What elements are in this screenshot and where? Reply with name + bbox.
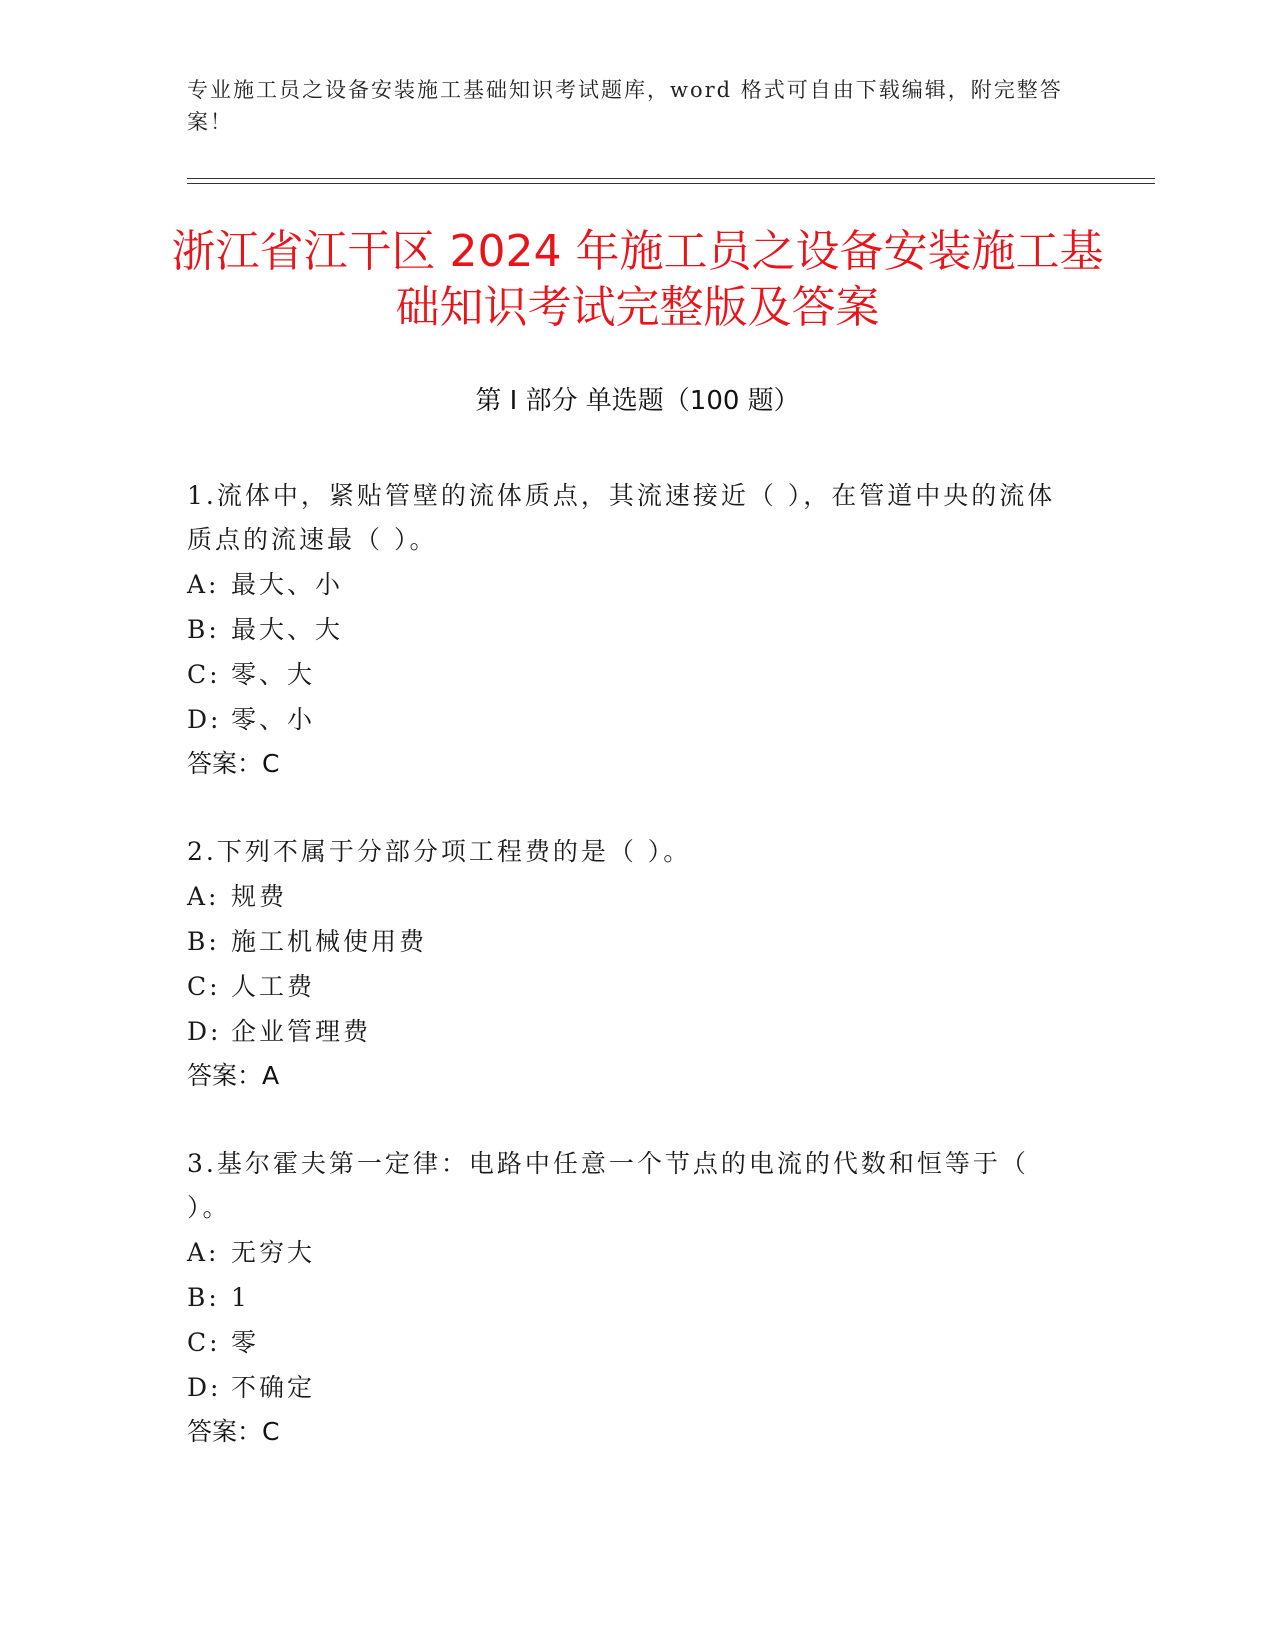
- option-b: [187, 607, 1067, 652]
- option-text: 不确定: [231, 1373, 316, 1402]
- option-key: A:: [187, 570, 220, 599]
- answer: 答案：A: [187, 1061, 280, 1090]
- option-text: 零、大: [231, 660, 316, 689]
- question-3: [187, 1142, 1067, 1454]
- question-1: [187, 474, 1067, 786]
- option-text: 最大、小: [231, 570, 344, 599]
- option-b: [187, 919, 1067, 964]
- answer: 答案：C: [187, 1417, 280, 1446]
- option-text: 企业管理费: [231, 1017, 372, 1046]
- option-text: 零、小: [231, 705, 316, 734]
- option-key: C:: [187, 972, 221, 1001]
- option-d: [187, 1009, 1067, 1054]
- document-title: 浙江省江干区 2024 年施工员之设备安装施工基础知识考试完整版及答案: [171, 226, 1104, 333]
- section-title: 第 I 部分 单选题（100 题）: [475, 386, 800, 416]
- option-c: [187, 1320, 1067, 1365]
- option-a: [187, 1230, 1067, 1275]
- option-key: D:: [187, 1017, 222, 1046]
- option-key: A:: [187, 1238, 220, 1267]
- option-key: A:: [187, 882, 220, 911]
- header-divider: [187, 178, 1155, 184]
- option-key: C:: [187, 1328, 221, 1357]
- question-stem: 2.下列不属于分部分项工程费的是（ ）。: [187, 837, 692, 866]
- header-note: 专业施工员之设备安装施工基础知识考试题库，word 格式可自由下载编辑，附完整答案！: [187, 78, 1063, 134]
- option-a: [187, 562, 1067, 607]
- option-text: 人工费: [231, 972, 316, 1001]
- option-text: 施工机械使用费: [231, 927, 428, 956]
- option-text: 最大、大: [231, 615, 344, 644]
- option-text: 无穷大: [231, 1238, 316, 1267]
- question-2: [187, 830, 1067, 1098]
- answer: 答案：C: [187, 749, 280, 778]
- option-text: 零: [231, 1328, 260, 1357]
- option-b: [187, 1275, 1067, 1320]
- question-stem: 3.基尔霍夫第一定律：电路中任意一个节点的电流的代数和恒等于（ ）。: [187, 1149, 1029, 1222]
- option-d: [187, 1365, 1067, 1410]
- option-c: [187, 652, 1067, 697]
- question-list: [187, 474, 1067, 1498]
- option-key: D:: [187, 1373, 222, 1402]
- option-text: 规费: [231, 882, 288, 911]
- option-key: C:: [187, 660, 221, 689]
- option-c: [187, 964, 1067, 1009]
- option-key: B:: [187, 1283, 220, 1312]
- question-stem: 1.流体中，紧贴管壁的流体质点，其流速接近（ ），在管道中央的流体质点的流速最（ ）。: [187, 481, 1056, 554]
- option-key: B:: [187, 615, 220, 644]
- option-d: [187, 697, 1067, 742]
- option-text: 1: [231, 1283, 250, 1312]
- option-key: D:: [187, 705, 222, 734]
- option-key: B:: [187, 927, 220, 956]
- option-a: [187, 874, 1067, 919]
